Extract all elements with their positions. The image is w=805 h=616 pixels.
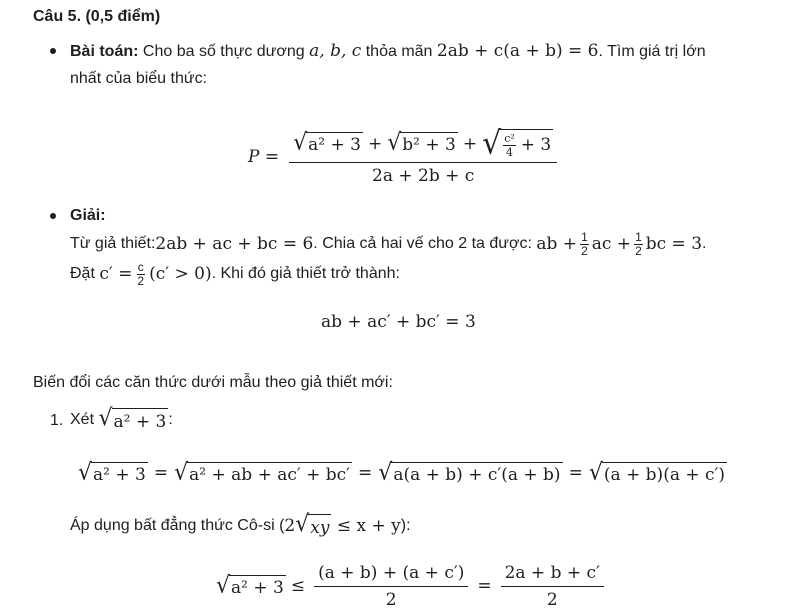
sqrt-r3: √ a(a + b) + c′(a + b) (378, 458, 561, 486)
problem-vars: a, b, c (309, 41, 362, 61)
formula-lhs: P = (248, 147, 280, 167)
formula-denominator: 2a + 2b + c (372, 165, 475, 186)
bullet-solution (50, 213, 56, 219)
transform-text: Biến đổi các căn thức dưới mẫu theo giả thiết mới: (33, 374, 393, 391)
solution-label: Giải: (70, 207, 106, 224)
sqrt-xy: √ xy (295, 510, 330, 538)
half-1: $\frac{1}{2}$ (581, 229, 588, 258)
problem-text-1: Cho ba số thực dương (138, 43, 310, 60)
inequality-cauchy: √ a² + 3 ≤ $\frac{(a + b) + (a + c')}{2}$ = $\frac{2a + b + c'}{2}$ (216, 560, 608, 612)
question-title: Câu 5. (0,5 điểm) (33, 8, 161, 25)
solution-eq-1: 2ab + ac + bc = 6 (155, 234, 314, 254)
sqrt-r4: √ (a + b)(a + c′) (588, 458, 726, 486)
sqrt-ineq: √ a² + 3 (216, 571, 284, 599)
sqrt-c2: √ $\frac{\text{c²}}{4}$ + 3 (482, 124, 552, 162)
sqrt-b2: √ b² + 3 (387, 129, 456, 156)
formula-fraction (289, 124, 557, 186)
sqrt-r2: √ a² + ab + ac′ + bc′ (174, 458, 351, 486)
sqrt-a2-label: √ a² + 3 (98, 404, 167, 432)
display-eq-new-condition: ab + ac′ + bc′ = 3 (321, 312, 476, 332)
problem-line-2: nhất của biểu thức: (70, 70, 208, 87)
bullet-problem (50, 48, 56, 54)
problem-condition: 2ab + c(a + b) = 6 (436, 41, 599, 61)
solution-line-1: Từ giả thiết: 2ab + ac + bc = 6 . Chia cả hai vế cho 2 ta được: ab + $\frac{1}{2}$ ac + $\frac{1}{2}$ bc = 3 . (70, 229, 707, 258)
solution-line-2: Đặt c′ = $\frac{c}{2}$ (c′ > 0) . Khi đó giả thiết trở thành: (70, 259, 400, 288)
problem-text-3: . Tìm giá trị lớn (598, 43, 706, 60)
c2-over-4: $\frac{\text{c²}}{4}$ (504, 131, 515, 159)
ineq-frac-1: $\frac{(a + b) + (a + c')}{2}$ (314, 563, 468, 610)
half-2: $\frac{1}{2}$ (635, 229, 642, 258)
formula-numerator (289, 124, 557, 163)
problem-text-2: thỏa mãn (361, 43, 437, 60)
ineq-frac-2: $\frac{2a + b + c'}{2}$ (501, 563, 604, 610)
equation-transform: √ a² + 3 = √ a² + ab + ac′ + bc′ = √ a(a + b) + c′(a + b) = √ (a + b)(a + c′) (78, 458, 726, 486)
apply-cauchy: Áp dụng bất đẳng thức Cô-si ( 2 √ xy ≤ x + y ): (70, 510, 411, 538)
item-1-label: Xét √ a² + 3 : (70, 404, 173, 432)
plus-2: + (462, 133, 478, 154)
problem-line-1 (70, 40, 706, 63)
plus-1: + (367, 133, 383, 154)
item-number-1: 1. (50, 412, 64, 429)
sqrt-a2: √ a² + 3 (293, 129, 361, 156)
problem-label: Bài toán: (70, 43, 139, 60)
formula-p (248, 118, 561, 196)
sqrt-r1: √ a² + 3 (78, 458, 146, 486)
c-over-2: $\frac{c}{2}$ (137, 259, 145, 288)
